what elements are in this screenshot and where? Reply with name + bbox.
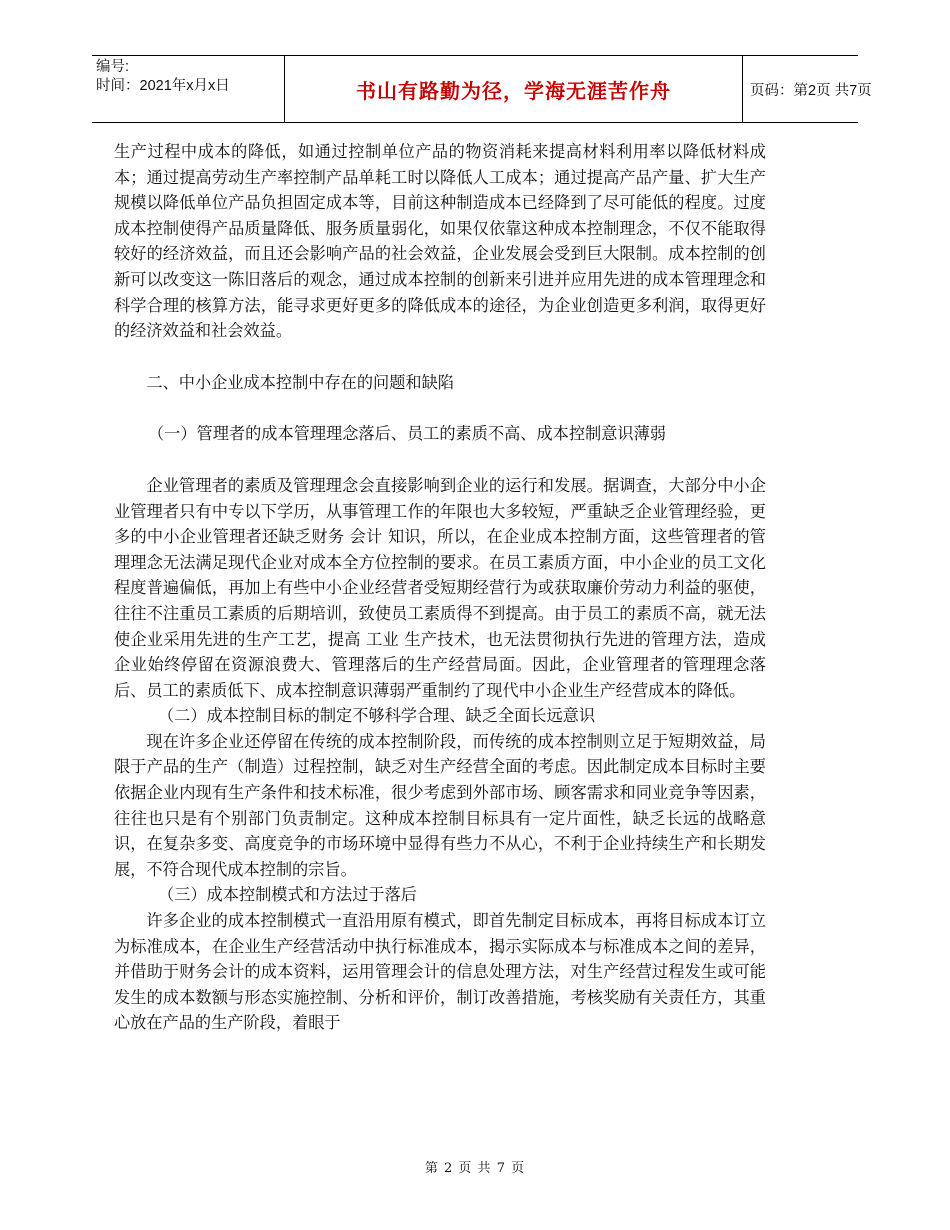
subheading-2: （二）成本控制目标的制定不够科学合理、缺乏全面长远意识 bbox=[158, 706, 596, 726]
body-paragraph-1: 生产过程中成本的降低，如通过控制单位产品的物资消耗来提高材料利用率以降低材料成本；通过提高劳动生产率控制产品单耗工时以降低人工成本；通过提高产品产量、扩大生产规模以降低单位产品负担固定成本等，目前这种制造成本已经降到了尽可能低的程度。过度成本控制使得产品质量降低、服务质量弱化，如果仅依靠这种成本控制理念，不仅不能取得较好的经济效益，而且还会影响产品的社会效益，企业发展会受到巨大限制。成本控制的创新可以改变这一陈旧落后的观念，通过成本控制的创新来引进并应用先进的成本管理理念和科学合理的核算方法，能寻求更好更多的降低成本的途径，为企业创造更多利润，取得更好的经济效益和社会效益。 bbox=[114, 142, 766, 341]
body-paragraph-2: 企业管理者的素质及管理理念会直接影响到企业的运行和发展。据调查，大部分中小企业管理者只有中专以下学历，从事管理工作的年限也大多较短，严重缺乏企业管理经验，更多的中小企业管理者还缺乏财务 会计 知识，所以，在企业成本控制方面，这些管理者的管理理念无法满足现代企业对成本全方位控制的要求。在员工素质方面，中小企业的员工文化程度普遍偏低，再加上有些中小企业经营者受短期经营行为或获取廉价劳动力利益的驱使，往往不注重员工素质的后期培训，致使员工素质得不到提高。由于员工的素质不高，就无法使企业采用先进的生产工艺，提高 工业 生产技术，也无法贯彻执行先进的管理方法，造成企业始终停留在资源浪费大、管理落后的生产经营局面。因此，企业管理者的管理理念落后、员工的素质低下、成本控制意识薄弱严重制约了现代中小企业生产经营成本的降低。 bbox=[114, 475, 766, 700]
body-paragraph-3: 现在许多企业还停留在传统的成本控制阶段，而传统的成本控制则立足于短期效益，局限于产品的生产（制造）过程控制，缺乏对生产经营全面的考虑。因此制定成本目标时主要依据企业内现有生产条件和技术标准，很少考虑到外部市场、顾客需求和同业竞争等因素，往往也只是有个别部门负责制定。这种成本控制目标具有一定片面性，缺乏长远的战略意识，在复杂多变、高度竞争的市场环境中显得有些力不从心，不利于企业持续生产和长期发展，不符合现代成本控制的宗旨。 bbox=[114, 731, 766, 879]
body-paragraph-4: 许多企业的成本控制模式一直沿用原有模式，即首先制定目标成本，再将目标成本订立为标准成本，在企业生产经营活动中执行标准成本，揭示实际成本与标准成本之间的差异，并借助于财务会计的成本资料，运用管理会计的信息处理方法，对生产经营过程发生或可能发生的成本数额与形态实施控制、分析和评价，制订改善措施，考核奖励有关责任方，其重心放在产品的生产阶段，着眼于 bbox=[114, 911, 766, 1033]
page-label: 页码：第2页 共7页 bbox=[750, 82, 872, 99]
header-motto-cell bbox=[284, 56, 743, 122]
subheading-1: （一）管理者的成本管理理念落后、员工的素质不高、成本控制意识薄弱 bbox=[148, 424, 666, 444]
subheading-3: （三）成本控制模式和方法过于落后 bbox=[158, 885, 417, 905]
header-meta bbox=[92, 56, 284, 122]
page-header bbox=[92, 55, 872, 123]
page-footer: 第 2 页 共 7 页 bbox=[424, 1161, 526, 1176]
section-heading-2: 二、中小企业成本控制中存在的问题和缺陷 bbox=[146, 372, 454, 392]
motto-text: 书山有路勤为径，学海无涯苦作舟 bbox=[356, 78, 671, 103]
header-page-cell bbox=[742, 56, 872, 122]
document-body bbox=[114, 139, 766, 1036]
time-label: 时间：2021年x月x日 bbox=[96, 78, 230, 94]
number-label: 编号: bbox=[96, 59, 130, 75]
